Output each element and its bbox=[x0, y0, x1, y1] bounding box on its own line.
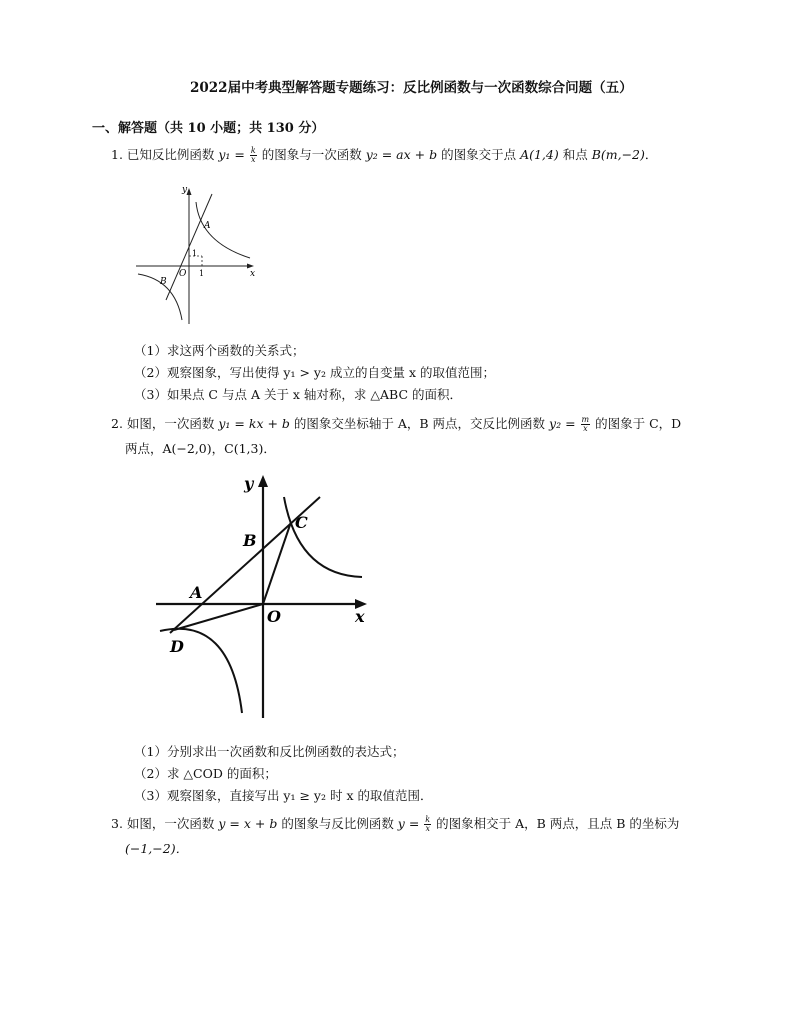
q1-stem-f: A(1,4) bbox=[520, 147, 559, 162]
question-2-stem-line-2: 两点，A(−2,0)，C(1,3)． bbox=[125, 441, 276, 456]
q1-stem-g: 和点 bbox=[558, 147, 592, 162]
q1-stem-d: y₂ = ax + b bbox=[365, 147, 438, 162]
q1-label-x: x bbox=[250, 269, 256, 279]
q1-label-one-x: 1 bbox=[199, 269, 205, 278]
question-1-stem bbox=[111, 145, 657, 164]
q1-graph bbox=[130, 180, 260, 330]
q2-part-2: （2）求 △COD 的面积； bbox=[134, 766, 277, 781]
q3-line1-e: 的图象相交于 A，B 两点，且点 B 的坐标为 bbox=[432, 816, 680, 831]
question-3-stem-line-2: (−1,−2)． bbox=[125, 841, 189, 856]
page-title: 2022届中考典型解答题专题练习：反比例函数与一次函数综合问题（五） bbox=[190, 80, 633, 96]
q1-label-O: O bbox=[179, 269, 187, 279]
q2-frac-num: m bbox=[581, 415, 590, 424]
q1-stem-e: 的图象交于点 bbox=[437, 147, 521, 162]
q1-label-one-y: 1 bbox=[192, 249, 198, 258]
question-3-stem-line-1 bbox=[111, 814, 679, 833]
q1-label-A: A bbox=[204, 221, 211, 231]
q3-frac-den: x bbox=[425, 824, 430, 833]
q2-line1-b: y₁ = kx + b bbox=[218, 416, 290, 431]
q1-label-B: B bbox=[160, 277, 167, 287]
q3-line1-b: y = x + b bbox=[218, 816, 278, 831]
q2-line1-d: y₂ = bbox=[549, 416, 580, 431]
q2-line1-e: 的图象于 C，D bbox=[591, 416, 682, 431]
q1-stem-a: 1. 已知反比例函数 bbox=[111, 147, 219, 162]
q1-stem-c: 的图象与一次函数 bbox=[257, 147, 366, 162]
q2-label-D: D bbox=[170, 637, 184, 656]
q2-line1-a: 2. 如图，一次函数 bbox=[111, 416, 219, 431]
section-header: 一、解答题（共 10 小题；共 130 分） bbox=[92, 121, 325, 136]
q1-y-arrow bbox=[187, 188, 192, 195]
q2-segment-OC bbox=[263, 522, 291, 604]
q1-stem-b: y₁ = bbox=[218, 147, 249, 162]
q2-hyperbola-upper bbox=[284, 497, 362, 577]
q2-label-y: y bbox=[244, 474, 254, 493]
q3-line1-d: y = bbox=[397, 816, 424, 831]
q2-label-C: C bbox=[295, 513, 308, 532]
q1-part-3: （3）如果点 C 与点 A 关于 x 轴对称，求 △ABC 的面积． bbox=[134, 387, 463, 402]
q1-frac-den: x bbox=[251, 155, 256, 164]
q2-label-A: A bbox=[190, 583, 203, 602]
q3-line1-c: 的图象与反比例函数 bbox=[277, 816, 398, 831]
q1-part-2: （2）观察图象，写出使得 y₁ > y₂ 成立的自变量 x 的取值范围； bbox=[134, 365, 495, 380]
q1-stem-i: ． bbox=[644, 147, 658, 162]
q1-stem-h: B(m,−2) bbox=[591, 147, 645, 162]
q1-part-1: （1）求这两个函数的关系式； bbox=[134, 343, 305, 358]
q3-fraction bbox=[424, 816, 431, 833]
q2-graph bbox=[150, 465, 380, 725]
q2-y-arrow bbox=[258, 475, 268, 487]
q1-fraction bbox=[250, 147, 257, 164]
q2-part-3: （3）观察图象，直接写出 y₁ ≥ y₂ 时 x 的取值范围． bbox=[134, 788, 433, 803]
q1-x-arrow bbox=[247, 264, 254, 269]
q2-fraction bbox=[581, 416, 591, 433]
q2-label-O: O bbox=[267, 607, 281, 626]
q2-label-x: x bbox=[355, 607, 365, 626]
q1-label-y: y bbox=[182, 185, 188, 195]
question-2-stem-line-1 bbox=[111, 414, 681, 433]
q3-line1-a: 3. 如图，一次函数 bbox=[111, 816, 219, 831]
q3-frac-num: k bbox=[425, 815, 431, 824]
q2-frac-den: x bbox=[583, 424, 588, 433]
q2-part-1: （1）分别求出一次函数和反比例函数的表达式； bbox=[134, 744, 405, 759]
q2-label-B: B bbox=[243, 531, 257, 550]
q1-frac-num: k bbox=[250, 146, 256, 155]
q2-line1-c: 的图象交坐标轴于 A，B 两点，交反比例函数 bbox=[289, 416, 550, 431]
